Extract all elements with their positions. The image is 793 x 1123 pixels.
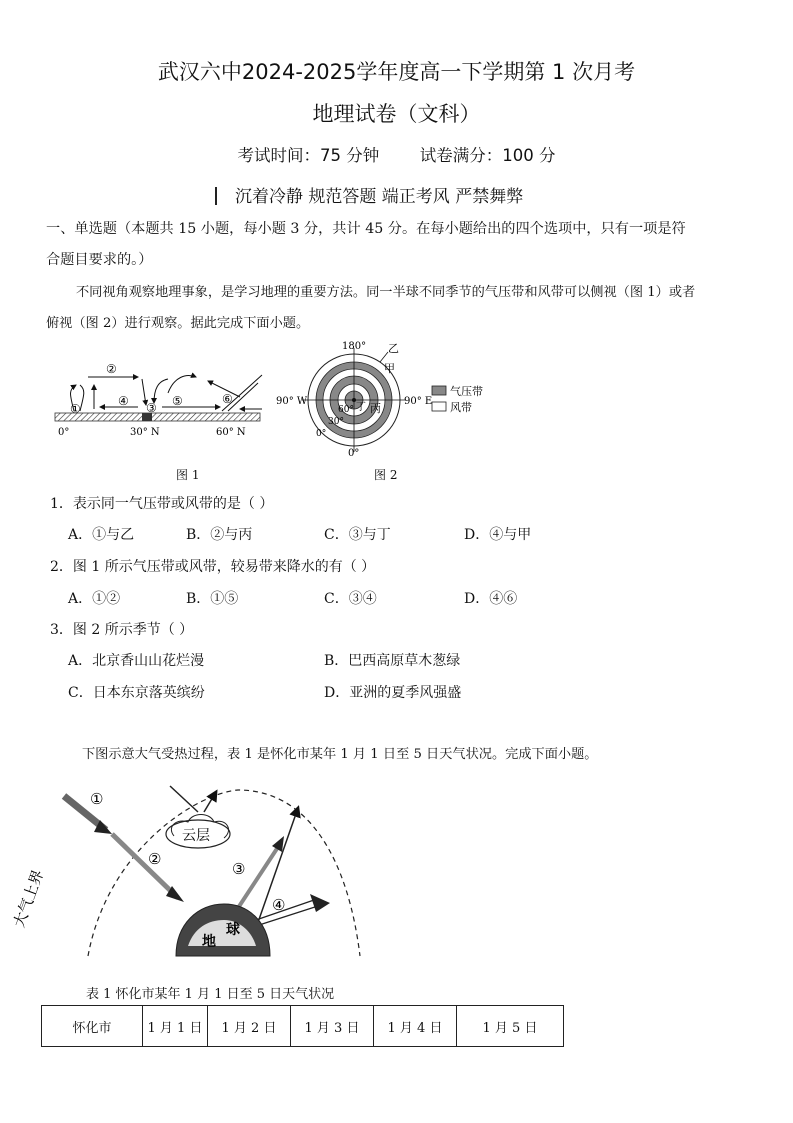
exam-time: 考试时间：75 分钟 <box>237 146 380 165</box>
figure-1 <box>50 355 270 445</box>
table-header-jan3: 1 月 3 日 <box>291 1006 374 1047</box>
fig2-caption: 图 2 <box>374 468 398 482</box>
exam-info <box>0 142 793 166</box>
fig3-cloud-label: 云层 <box>182 828 210 844</box>
arrow-3-curve <box>154 379 168 403</box>
intro-line2: 俯视（图 2）进行观察。据此完成下面小题。 <box>46 316 310 331</box>
fig2-deg-0: 0° <box>316 429 327 439</box>
table-header-jan1: 1 月 1 日 <box>143 1006 208 1047</box>
fig1-label-3: ③ <box>146 401 157 415</box>
arrow-4-head <box>310 894 330 912</box>
fig3-label-4: ④ <box>272 896 286 914</box>
q3-option-c[interactable]: C．日本东京落英缤纷 <box>68 685 205 701</box>
fig2-jia: 甲 <box>384 362 395 375</box>
weather-table <box>41 1005 564 1047</box>
fig2-bottom: 0° <box>348 448 360 459</box>
motto: 沉着冷静 规范答题 端正考风 严禁舞弊 <box>235 187 524 207</box>
fig2-bing: 丙 <box>370 402 381 415</box>
subject-title: 地理试卷（文科） <box>312 102 481 126</box>
fig2-ding: 丁 <box>356 402 366 413</box>
table-header-city: 怀化市 <box>42 1006 143 1047</box>
fig1-axis-0: 0° <box>58 427 70 438</box>
cloud-arrow-in <box>170 786 198 812</box>
q1-option-b[interactable]: B．②与丙 <box>186 527 253 543</box>
figure-3 <box>9 778 378 958</box>
fig2-top: 180° <box>342 341 367 352</box>
fig1-label-6: ⑥ <box>222 392 233 406</box>
q3-stem: 3．图 2 所示季节（ ） <box>50 622 194 638</box>
table-header-row <box>42 1006 564 1047</box>
fig1-label-5: ⑤ <box>172 394 183 408</box>
fig3-earth-qiu: 球 <box>226 922 240 938</box>
fig1-label-4: ④ <box>118 394 129 408</box>
q1-option-d[interactable]: D．④与甲 <box>464 527 532 543</box>
fig2-left: 90° W <box>276 396 308 407</box>
q2-option-c[interactable]: C．③④ <box>324 591 377 607</box>
fig2-yi: 乙 <box>388 342 399 355</box>
q2-option-d[interactable]: D．④⑥ <box>464 591 518 607</box>
table-header-jan2: 1 月 2 日 <box>208 1006 291 1047</box>
cloud-arrow-out <box>204 792 216 812</box>
legend-wind: 风带 <box>450 401 472 414</box>
intro-line1: 不同视角观察地理事象，是学习地理的重要方法。同一半球不同季节的气压带和风带可以侧视（图 1）或者 <box>76 285 696 300</box>
q2-option-a[interactable]: A．①② <box>68 591 121 607</box>
fig1-label-1: ① <box>70 402 81 416</box>
fig1-axis-60: 60° N <box>216 427 246 438</box>
q1-option-c[interactable]: C．③与丁 <box>324 527 391 543</box>
table1-caption: 表 1 怀化市某年 1 月 1 日至 5 日天气状况 <box>86 987 335 1002</box>
intro2: 下图示意大气受热过程，表 1 是怀化市某年 1 月 1 日至 5 日天气状况。完成下面小题。 <box>82 747 598 762</box>
fig3-label-3: ③ <box>232 860 246 878</box>
fig1-caption: 图 1 <box>176 468 200 482</box>
table-header-jan5: 1 月 5 日 <box>457 1006 564 1047</box>
fig3-label-1: ① <box>90 790 104 808</box>
ground-strip <box>55 413 260 421</box>
fig1-label-2: ② <box>106 362 117 376</box>
section-heading-line2: 合题目要求的。） <box>46 252 153 268</box>
figure-2 <box>268 340 498 460</box>
legend-pressure: 气压带 <box>450 385 483 398</box>
q3-option-a[interactable]: A．北京香山山花烂漫 <box>68 653 205 669</box>
table-header-jan4: 1 月 4 日 <box>374 1006 457 1047</box>
fig3-label-2: ② <box>148 850 162 868</box>
full-score: 试卷满分：100 分 <box>419 146 556 165</box>
fig1-axis-30: 30° N <box>130 427 160 438</box>
exam-title: 武汉六中2024-2025学年度高一下学期第 1 次月考 <box>157 60 636 84</box>
q1-option-a[interactable]: A．①与乙 <box>68 527 135 543</box>
q3-option-b[interactable]: B．巴西高原草木葱绿 <box>324 653 461 669</box>
q2-option-b[interactable]: B．①⑤ <box>186 591 239 607</box>
fig2-deg-60: 60° <box>338 405 354 415</box>
motto-bar <box>215 187 217 205</box>
motto-row <box>215 182 523 207</box>
fig3-upper-boundary: 大气上界 <box>9 867 48 930</box>
q2-stem: 2．图 1 所示气压带或风带，较易带来降水的有（ ） <box>50 559 376 575</box>
q1-stem: 1．表示同一气压带或风带的是（ ） <box>50 496 274 512</box>
legend-pressure-swatch <box>432 386 446 395</box>
fig3-earth-di: 地 <box>202 934 216 950</box>
pointer-yi <box>380 352 388 362</box>
fig2-right: 90° E <box>404 396 433 407</box>
arrow-3-head <box>272 836 284 852</box>
arrow-upper-curve <box>168 376 196 393</box>
section-heading-line1: 一、单选题（本题共 15 小题，每小题 3 分，共计 45 分。在每小题给出的四个选项中，只有一项是符 <box>46 221 686 237</box>
fig2-deg-30: 30° <box>328 417 344 427</box>
q3-option-d[interactable]: D．亚洲的夏季风强盛 <box>324 685 462 701</box>
legend-wind-swatch <box>432 402 446 411</box>
